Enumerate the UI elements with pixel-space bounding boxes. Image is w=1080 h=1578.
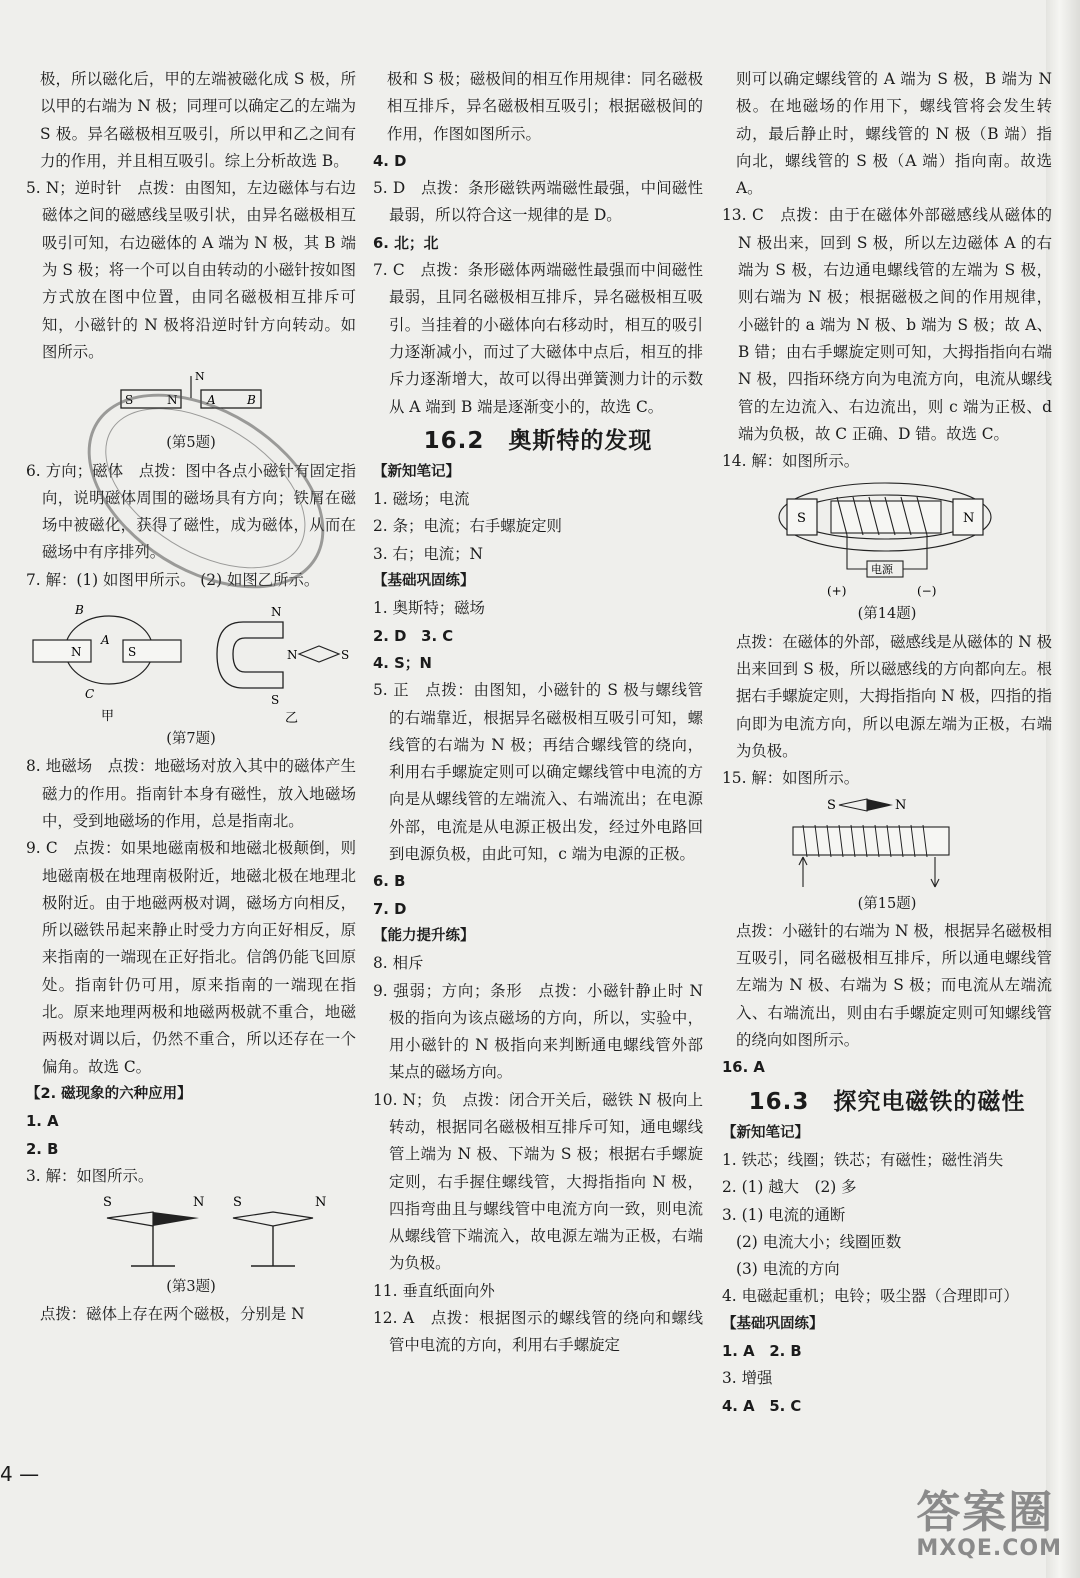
note-1: 1. 铁芯；线圈；铁芯；有磁性；磁性消失	[722, 1150, 1004, 1169]
column-1	[26, 66, 356, 1329]
label-b: B	[75, 603, 84, 618]
needle-s: S	[341, 648, 350, 663]
answer-2: 2. B	[26, 1140, 59, 1158]
note-2: 2. (1) 越大 (2) 多	[722, 1178, 857, 1197]
power-label: 电源	[871, 563, 893, 577]
adv-9: 9. 强弱；方向；条形 点拨：小磁针静止时 N 极的指向为该点磁场的方向，所以，实验中，用小磁针的 N 极指向来判断通电螺线管外部某点的磁场方向。	[373, 981, 703, 1082]
adv-8: 8. 相斥	[373, 954, 424, 973]
note-3-2: (2) 电流大小；线圈匝数	[736, 1232, 902, 1251]
solenoid	[793, 827, 949, 855]
label-s: S	[128, 645, 137, 660]
column-2	[373, 66, 703, 1360]
answer-5: 5. N；逆时针 点拨：由图知，左边磁体与右边磁体之间的磁感线呈吸引状，由异名磁极相互吸引可知，右边磁体的 A 端为 N 极，其 B 端为 S 极；将一个可以自由转动的小磁针按如图方式放在图中位置，由同名磁极相互排斥可知，小磁针的 N 极将沿逆时针方向转动。如图所示。	[26, 179, 356, 361]
note-3: 3. (1) 电流的通断	[722, 1205, 846, 1224]
label-n: N	[271, 605, 282, 620]
watermark-title: 答案圈	[916, 1487, 1055, 1538]
label-a: A	[101, 633, 110, 648]
answer-6: 6. 方向；磁体 点拨：图中各点小磁针有固定指向，说明磁体周围的磁场具有方向；铁屑在磁场中被磁化，获得了磁性，成为磁体，从而在磁场中有序排列。	[26, 461, 356, 562]
adv-10: 10. N；负 点拨：闭合开关后，磁铁 N 极向上转动，根据同名磁极相互排斥可知，通电螺线管上端为 N 极、下端为 S 极；根据右手螺旋定则，右手握住螺线管，大拇指指向 N 极，四指弯曲且与螺线管中电流方向一致，则电流从螺线管下端流入，故电源左端为正极，右端为负极。	[373, 1090, 703, 1273]
note-1: 1. 磁场；电流	[373, 490, 470, 509]
answer-7: 7. C 点拨：条形磁体两端磁性最强而中间磁性最弱，且同名磁极相互排斥，异名磁极相互吸引。当挂着的小磁体向右移动时，相互的吸引力逐渐减小，而过了大磁体中点后，相互的排斥力逐渐增大，故可以得出弹簧测力计的示数从 A 端到 B 端是逐渐变小的，故选 C。	[373, 261, 703, 416]
watermark-url: MXQE.COM	[916, 1536, 1062, 1561]
label-jia: 甲	[101, 709, 115, 725]
caption-15: (第15题)	[857, 895, 917, 912]
page-number: 4 —	[0, 1462, 40, 1486]
label-a: A	[207, 393, 216, 408]
note-2: 2. 条；电流；右手螺旋定则	[373, 517, 562, 536]
basic-1: 1. A 2. B	[722, 1342, 802, 1360]
u-magnet	[217, 622, 283, 688]
section-heading: 【基础巩固练】	[722, 1315, 824, 1332]
label-n: N	[963, 511, 975, 527]
basic-2: 2. D 3. C	[373, 627, 454, 645]
answer-1: 1. A	[26, 1113, 59, 1131]
figure-14	[767, 477, 1007, 601]
answer-text: 极，所以磁化后，甲的左端被磁化成 S 极，所以甲的右端为 N 极；同理可以确定乙的左端为 S 极。异名磁极相互吸引，所以甲和乙之间有力的作用，并且相互吸引。综上分析故选 B。	[40, 70, 356, 170]
basic-4: 4. S；N	[373, 654, 432, 672]
basic-7: 7. D	[373, 900, 407, 918]
label-s: S	[125, 393, 134, 408]
answer-15: 15. 解：如图所示。	[722, 769, 860, 788]
caption-7: (第7题)	[166, 731, 216, 748]
hint-14: 点拨：在磁体的外部，磁感线是从磁体的 N 极出来回到 S 极，所以磁感线的方向都向左。根据右手螺旋定则，大拇指指向 N 极，四指的指向即为电流方向，所以电源左端为正极，右端为负极。	[736, 632, 1052, 760]
section-heading: 【基础巩固练】	[373, 573, 475, 590]
section-title-16-3: 16.3 探究电磁铁的磁性	[748, 1088, 1026, 1115]
section-heading: 【能力提升练】	[373, 927, 475, 944]
figure-3	[61, 1192, 327, 1274]
label-n: N	[315, 1195, 327, 1211]
needle-half-s	[107, 1212, 153, 1226]
label-s: S	[827, 797, 836, 813]
needle-n: N	[195, 370, 205, 384]
section-heading: 【新知笔记】	[373, 463, 460, 480]
answer-text: 则可以确定螺线管的 A 端为 S 极，B 端为 N 极。在地磁场的作用下，螺线管将会发生转动，最后静止时，螺线管的 N 极（B 端）指向北，螺线管的 S 极（A 端）指向南。故选 A。	[736, 70, 1052, 198]
note-3-3: (3) 电流的方向	[736, 1260, 840, 1279]
hint-text: 点拨：磁体上存在两个磁极，分别是 N	[40, 1305, 305, 1324]
basic-3: 3. 增强	[722, 1369, 773, 1388]
needle-n: N	[287, 648, 298, 663]
watermark-logo	[916, 1487, 1062, 1561]
label-s: S	[103, 1195, 112, 1211]
note-4: 4. 电磁起重机；电铃；吸尘器（合理即可）	[722, 1287, 1019, 1306]
basic-4: 4. A 5. C	[722, 1397, 802, 1415]
answer-13: 13. C 点拨：由于在磁体外部磁感线从磁体的 N 极出来，回到 S 极，所以左边磁体 A 的右端为 S 极，右边通电螺线管的左端为 S 极，则右端为 N 极；根据磁极之间的作用规律，小磁针的 a 端为 N 极、b 端为 S 极；故 A、B 错；由右手螺旋定则可知，大拇指指向右端 N 极，四指环绕方向为电流方向，电流从螺线管的左边流入、右边流出，则 c 端为正极、d 端为负极，故 C 正确、D 错。故选 C。	[722, 206, 1052, 443]
section-heading: 【新知笔记】	[722, 1124, 809, 1141]
label-yi: 乙	[285, 711, 299, 727]
answer-9: 9. C 点拨：如果地磁南极和地磁北极颠倒，则地磁南极在地理南极附近，地磁北极在地理北极附近。由于地磁两极对调，磁场方向相反，所以磁铁吊起来静止时受力方向正好相反，原来指南的一端现在正好指北。信鸽仍能飞回原处。指南针仍可用，原来指南的一端现在指北。原来地理两极和地磁两极就不重合，地磁两极对调以后，仍然不重合，所以还存在一个偏角。故选 C。	[26, 839, 356, 1076]
compass-needle	[299, 646, 339, 662]
figure-7	[31, 596, 351, 726]
answer-14: 14. 解：如图所示。	[722, 452, 860, 471]
adv-12: 12. A 点拨：根据图示的螺线管的绕向和螺线管中电流的方向，利用右手螺旋定	[373, 1309, 703, 1355]
label-n: N	[71, 645, 82, 660]
label-b: B	[247, 393, 256, 408]
note-3: 3. 右；电流；N	[373, 544, 483, 563]
label-s: S	[271, 693, 280, 708]
figure-15	[787, 795, 987, 891]
answer-4: 4. D	[373, 152, 407, 170]
caption-5: (第5题)	[166, 435, 216, 452]
answer-7: 7. 解：(1) 如图甲所示。 (2) 如图乙所示。	[26, 570, 320, 589]
minus-label: (−)	[917, 584, 937, 599]
caption-3: (第3题)	[166, 1279, 216, 1296]
answer-3: 3. 解：如图所示。	[26, 1166, 154, 1185]
hint-15: 点拨：小磁针的右端为 N 极，根据异名磁极相互吸引，同名磁极相互排斥，所以通电螺线管左端为 N 极、右端为 S 极；而电流从左端流入、右端流出，则由右手螺旋定则可知螺线管的绕向如图所示。	[736, 921, 1052, 1050]
basic-5: 5. 正 点拨：由图知，小磁针的 S 极与螺线管的右端靠近，根据异名磁极相互吸引可知，螺线管的右端为 N 极；再结合螺线管的绕向，利用右手螺旋定则可以确定螺线管中电流的方向是从螺线管的左端流入、右端流出；在电源外部，电流是从电源正极出发，经过外电路回到电源负极，由此可知，c 端为电源的正极。	[373, 681, 703, 864]
adv-11: 11. 垂直纸面向外	[373, 1281, 495, 1300]
answer-16: 16. A	[722, 1059, 765, 1077]
plus-label: (+)	[827, 584, 847, 599]
needle-half-n	[867, 799, 893, 811]
answer-5: 5. D 点拨：条形磁铁两端磁性最强，中间磁性最弱，所以符合这一规律的是 D。	[373, 179, 703, 225]
answer-8: 8. 地磁场 点拨：地磁场对放入其中的磁体产生磁力的作用。指南针本身有磁性，放入地磁场中，受到地磁场的作用，总是指南北。	[26, 757, 356, 830]
label-s: S	[797, 511, 806, 527]
needle-half-s	[839, 799, 867, 811]
caption-14: (第14题)	[857, 606, 917, 623]
magnet-n	[33, 640, 91, 662]
answer-6: 6. 北；北	[373, 234, 439, 252]
label-n: N	[167, 393, 178, 408]
solenoid	[831, 501, 941, 533]
needle-half-n	[153, 1212, 199, 1226]
column-3	[722, 66, 1052, 1420]
label-s: S	[233, 1195, 242, 1211]
label-n: N	[895, 797, 907, 813]
label-c: C	[85, 687, 95, 702]
section-heading: 【2. 磁现象的六种应用】	[26, 1085, 192, 1102]
label-n: N	[193, 1195, 205, 1211]
answer-text: 极和 S 极；磁极间的相互作用规律：同名磁极相互排斥，异名磁极相互吸引；根据磁极间的作用，作图如图所示。	[387, 70, 703, 143]
section-title-16-2: 16.2 奥斯特的发现	[423, 427, 653, 454]
basic-1: 1. 奥斯特；磁场	[373, 599, 485, 618]
needle	[233, 1212, 313, 1226]
basic-6: 6. B	[373, 873, 406, 891]
